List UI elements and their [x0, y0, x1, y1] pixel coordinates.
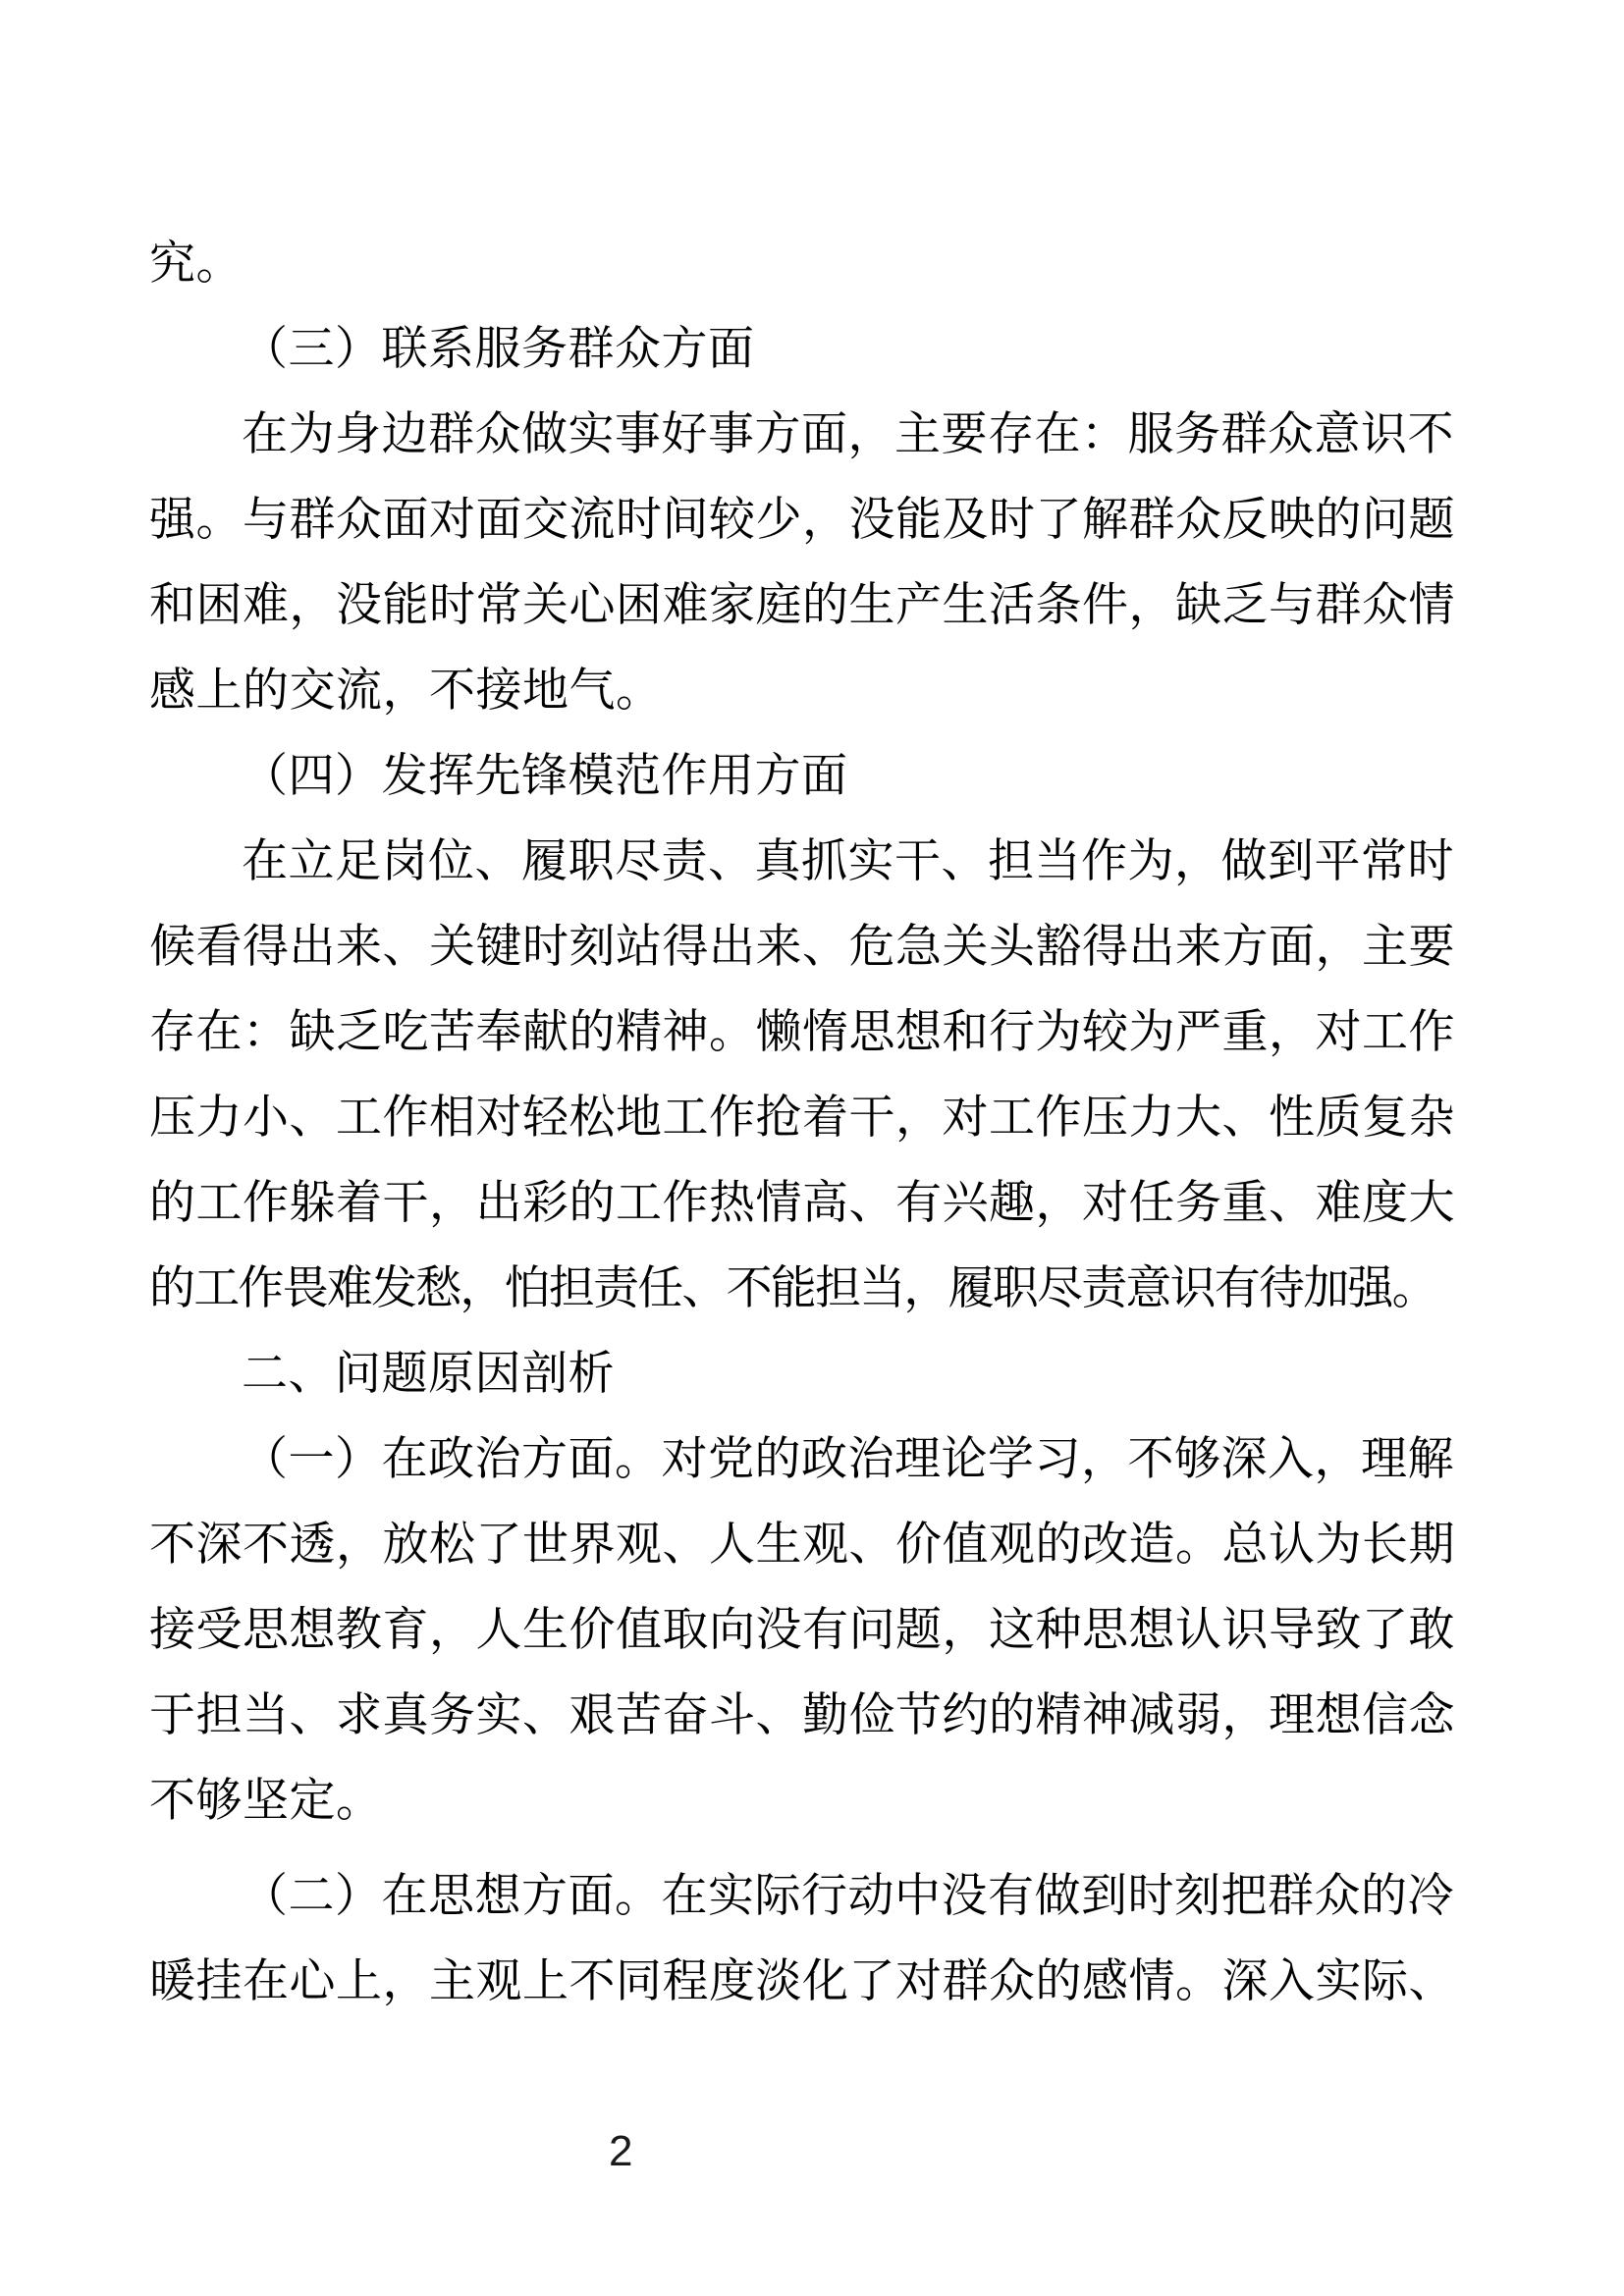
- text-line: 在立足岗位、履职尽责、真抓实干、担当作为，做到平常时: [242, 834, 1454, 886]
- text-line: 存在：缺乏吃苦奉献的精神。懒惰思想和行为较为严重，对工作: [149, 1005, 1455, 1057]
- text-line: 候看得出来、关键时刻站得出来、危急关头豁得出来方面，主要: [149, 920, 1455, 972]
- text-line: 究。: [149, 237, 243, 289]
- text-line: 接受思想教育，人生价值取向没有问题，这种思想认识导致了敢: [149, 1603, 1455, 1655]
- text-line: 感上的交流，不接地气。: [149, 664, 663, 716]
- text-line: （四）发挥先锋模范作用方面: [242, 749, 848, 801]
- text-block: [149, 220, 1465, 2023]
- text-line: 暖挂在心上，主观上不同程度淡化了对群众的感情。深入实际、: [149, 1954, 1455, 2006]
- text-line: 在为身边群众做实事好事方面，主要存在：服务群众意识不: [242, 407, 1454, 459]
- text-line: 的工作躲着干，出彩的工作热情高、有兴趣，对任务重、难度大: [149, 1176, 1455, 1228]
- text-line: 的工作畏难发愁，怕担责任、不能担当，履职尽责意识有待加强。: [149, 1261, 1436, 1313]
- text-line: 压力小、工作相对轻松地工作抢着干，对工作压力大、性质复杂: [149, 1091, 1455, 1143]
- text-line: 不深不透，放松了世界观、人生观、价值观的改造。总认为长期: [149, 1518, 1455, 1570]
- text-line: 于担当、求真务实、艰苦奋斗、勤俭节约的精神减弱，理想信念: [149, 1688, 1455, 1740]
- text-line: 二、问题原因剖析: [242, 1347, 615, 1399]
- text-line: 不够坚定。: [149, 1774, 383, 1826]
- text-line: 强。与群众面对面交流时间较少，没能及时了解群众反映的问题: [149, 493, 1455, 545]
- text-line: （三）联系服务群众方面: [242, 322, 755, 374]
- page-number: 2: [609, 2127, 633, 2175]
- text-line: （二）在思想方面。在实际行动中没有做到时刻把群众的冷: [242, 1869, 1454, 1921]
- text-line: 和困难，没能时常关心困难家庭的生产生活条件，缺乏与群众情: [149, 578, 1455, 630]
- text-line: （一）在政治方面。对党的政治理论学习，不够深入，理解: [242, 1432, 1454, 1484]
